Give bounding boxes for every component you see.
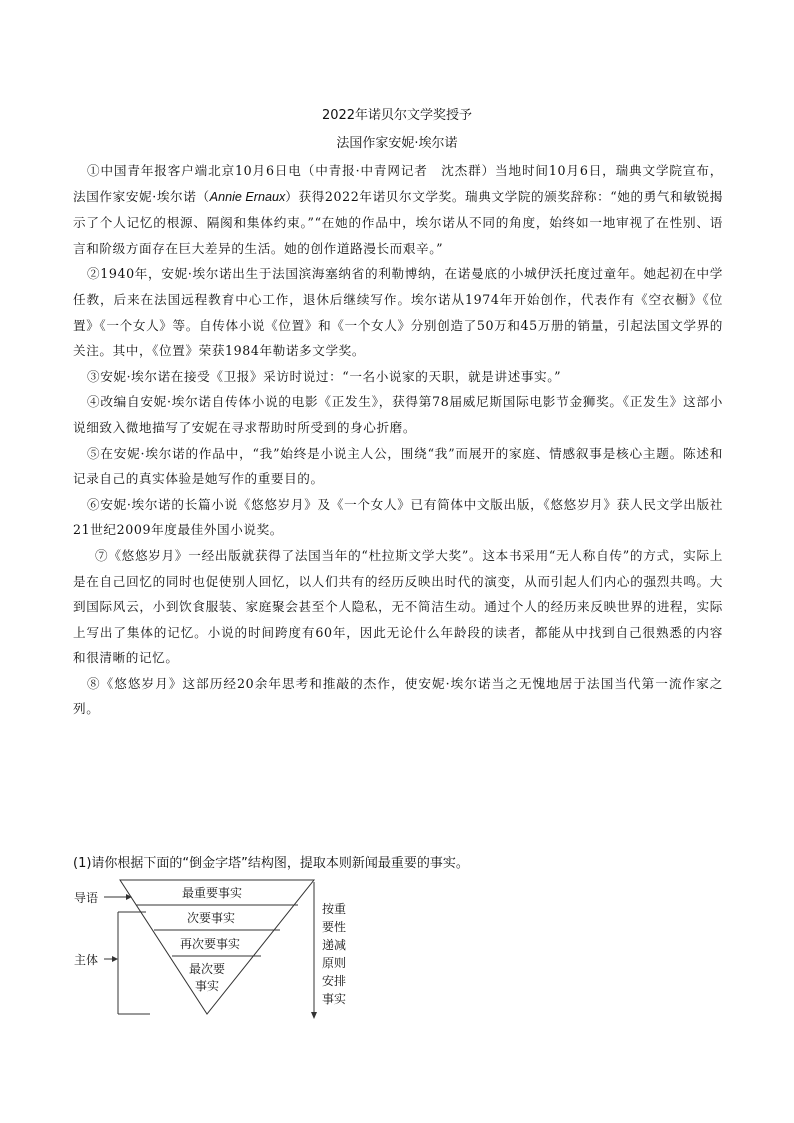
level-1-label: 最重要事实 [181, 886, 243, 900]
body-arrow-head [112, 956, 118, 962]
body-label: 主体 [74, 953, 99, 967]
article-subtitle: 法国作家安妮·埃尔诺 [336, 136, 458, 151]
paragraph-1-part-b: ）获得2022年诺贝尔文学奖。瑞典文学院的颁奖辞称：“她的勇气和敏锐揭示了个人记忆的根源、隔阂和集体约束。”“在她的作品中，埃尔诺从不同的角度，始终如一地审视了在性别、语言和阶级方面存在巨大差异的生活。她的创作道路漫长而艰辛。” [73, 188, 723, 256]
paragraph-7: ⑦《悠悠岁月》一经出版就获得了法国当年的“杜拉斯文学大奖”。这本书采用“无人称自传”的方式，实际上是在自己回忆的同时也促使别人回忆，以人们共有的经历反映出时代的演变，从而引起人们内心的强烈共鸣。大到国际风云，小到饮食服装、家庭聚会甚至个人隐私，无不简洁生动。通过个人的经历来反映世界的进程，实际上写出了集体的记忆。小说的时间跨度有60年，因此无论什么年龄段的读者，都能从中找到自己很熟悉的内容和很清晰的记忆。 [73, 547, 723, 666]
level-3-label: 再次要事实 [179, 937, 241, 951]
article-title: 2022年诺贝尔文学奖授予 [321, 108, 473, 123]
paragraph-3: ③安妮·埃尔诺在接受《卫报》采访时说过：“一名小说家的天职，就是讲述事实。” [87, 368, 562, 384]
importance-arrow-head [311, 1012, 317, 1019]
lead-arrow-head [126, 894, 132, 900]
paragraph-8: ⑧《悠悠岁月》这部历经20余年思考和推敲的杰作，使安妮·埃尔诺当之无愧地居于法国当代第一流作家之列。 [73, 675, 723, 717]
paragraph-6: ⑥安妮·埃尔诺的长篇小说《悠悠岁月》及《一个女人》已有简体中文版出版，《悠悠岁月》获人民文学出版社21世纪2009年度最佳外国小说奖。 [73, 496, 723, 538]
importance-side-text: 按重要性递减原则安排事实 [322, 902, 347, 1006]
level-4-label-line2: 事实 [194, 979, 220, 993]
inverted-pyramid-diagram [60, 872, 380, 1022]
paragraph-1-part-a: ①中国青年报客户端北京10月6日电（中青报·中青网记者 沈杰群）当地时间10月6日，瑞典文学院宣布，法国作家安妮·埃尔诺（ [73, 163, 723, 204]
paragraph-4: ④改编自安妮·埃尔诺自传体小说的电影《正发生》，获得第78届威尼斯国际电影节金狮奖。《正发生》这部小说细致入微地描写了安妮在寻求帮助时所受到的身心折磨。 [73, 394, 723, 435]
paragraph-1 [73, 158, 723, 261]
lead-label: 导语 [74, 891, 99, 905]
paragraph-5: ⑤在安妮·埃尔诺的作品中，“我”始终是小说主人公，围绕“我”而展开的家庭、情感叙事是核心主题。陈述和记录自己的真实体验是她写作的重要目的。 [73, 445, 723, 487]
paragraph-2: ②1940年，安妮·埃尔诺出生于法国滨海塞纳省的利勒博纳，在诺曼底的小城伊沃托度过童年。她起初在中学任教，后来在法国远程教育中心工作，退休后继续写作。埃尔诺从1974年开始创作，代表作有《空衣橱》《位置》《一个女人》等。自传体小说《位置》和《一个女人》分别创造了50万和45万册的销量，引起法国文学界的关注。其中，《位置》荣获1984年勒诺多文学奖。 [73, 266, 723, 359]
question-1: (1)请你根据下面的“倒金字塔”结构图，提取本则新闻最重要的事实。 [73, 856, 469, 871]
article-body [73, 158, 723, 722]
level-4-label-line1: 最次要 [188, 962, 226, 976]
level-2-label: 次要事实 [186, 911, 236, 925]
author-english-name: Annie Ernaux [209, 189, 286, 204]
